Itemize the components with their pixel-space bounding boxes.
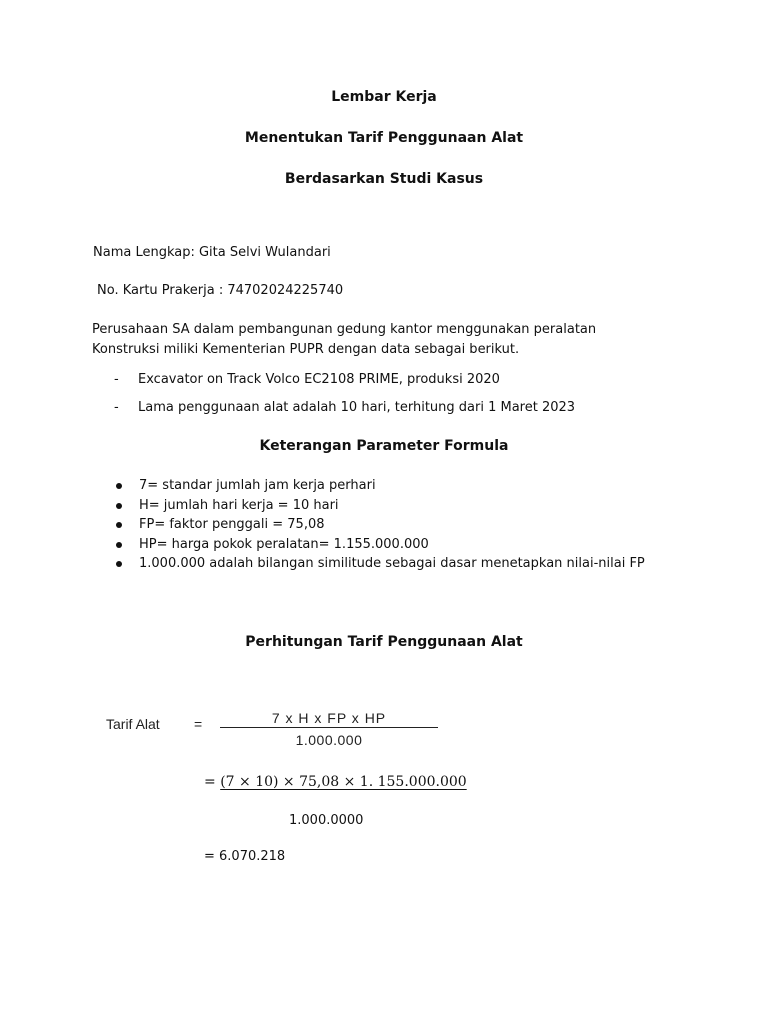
step-expression: (7 × 10) × 75,08 × 1. 155.000.000 <box>220 774 467 790</box>
list-item-text: 7= standar jumlah jam kerja perhari <box>139 478 376 493</box>
parameters-heading: Keterangan Parameter Formula <box>259 438 509 454</box>
calculation-step <box>204 774 467 790</box>
document-title: Lembar Kerja <box>331 89 437 105</box>
bullet-icon <box>116 542 122 548</box>
list-item-text: H= jumlah hari kerja = 10 hari <box>139 497 339 513</box>
dash-marker: - <box>114 400 119 415</box>
bullet-icon <box>116 522 122 528</box>
document-subtitle-case: Berdasarkan Studi Kasus <box>284 171 484 187</box>
calculation-result: = 6.070.218 <box>204 849 286 864</box>
list-item-text: Excavator on Track Volco EC2108 PRIME, produksi 2020 <box>138 372 500 387</box>
step-prefix: = <box>204 774 221 790</box>
list-item-text: FP= faktor penggali = 75,08 <box>139 517 325 532</box>
formula-equals: = <box>194 716 203 732</box>
bullet-icon <box>116 483 122 489</box>
list-item-text: Lama penggunaan alat adalah 10 hari, terhitung dari 1 Maret 2023 <box>138 400 576 415</box>
case-paragraph: Perusahaan SA dalam pembangunan gedung kantor menggunakan peralatan Konstruksi miliki Kementerian PUPR dengan data sebagai berikut. <box>92 322 597 357</box>
name-line: Nama Lengkap: Gita Selvi Wulandari <box>93 245 331 260</box>
list-item-text: 1.000.000 adalah bilangan similitude sebagai dasar menetapkan nilai-nilai FP <box>139 556 645 571</box>
formula-denominator: 1.000.000 <box>295 732 363 748</box>
bullet-icon <box>116 503 122 509</box>
dash-marker: - <box>114 372 119 387</box>
list-item-text: HP= harga pokok peralatan= 1.155.000.000 <box>139 536 429 552</box>
document-subtitle: Menentukan Tarif Penggunaan Alat <box>244 130 524 146</box>
card-number-line: No. Kartu Prakerja : 74702024225740 <box>97 283 344 298</box>
step-denominator: 1.000.0000 <box>289 813 364 828</box>
formula-label: Tarif Alat <box>106 716 160 732</box>
calculation-heading: Perhitungan Tarif Penggunaan Alat <box>245 634 523 650</box>
formula-numerator: 7 x H x FP x HP <box>220 710 438 728</box>
bullet-icon <box>116 561 122 567</box>
